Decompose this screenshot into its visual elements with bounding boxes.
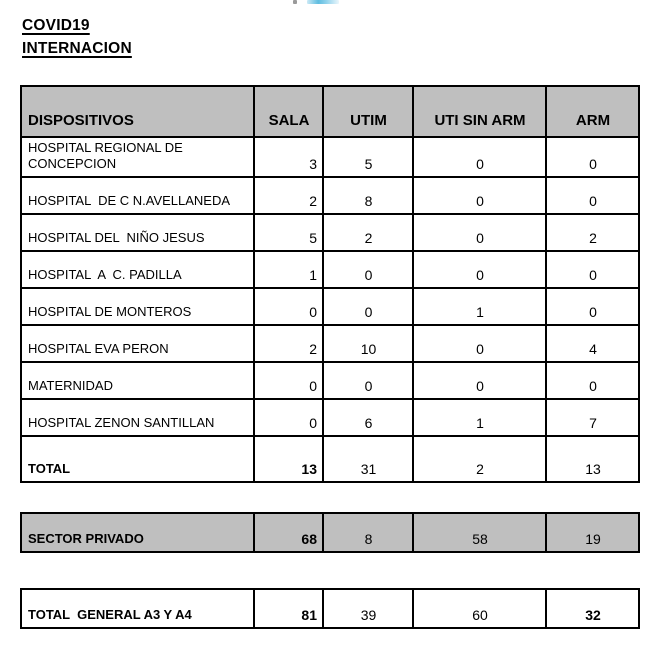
value-cell: 68 (254, 513, 323, 552)
col-header-uti-sin-arm: UTI SIN ARM (413, 86, 546, 137)
value-cell: 0 (413, 214, 546, 251)
hospital-name: HOSPITAL DE C N.AVELLANEDA (21, 177, 254, 214)
value-cell: 13 (546, 436, 639, 482)
value-cell: 2 (323, 214, 413, 251)
value-cell: 0 (413, 177, 546, 214)
value-cell: 31 (323, 436, 413, 482)
value-cell: 0 (546, 137, 639, 177)
value-cell: 0 (254, 399, 323, 436)
hospital-name: MATERNIDAD (21, 362, 254, 399)
value-cell: 0 (413, 251, 546, 288)
value-cell: 81 (254, 589, 323, 628)
hospital-row (21, 214, 639, 251)
value-cell: 0 (546, 288, 639, 325)
total-general-label: TOTAL GENERAL A3 Y A4 (21, 589, 254, 628)
value-cell: 13 (254, 436, 323, 482)
value-cell: 7 (546, 399, 639, 436)
value-cell: 1 (413, 399, 546, 436)
hospital-name: HOSPITAL A C. PADILLA (21, 251, 254, 288)
internacion-table (20, 85, 640, 483)
value-cell: 5 (254, 214, 323, 251)
value-cell: 8 (323, 513, 413, 552)
value-cell: 2 (254, 325, 323, 362)
col-header-sala: SALA (254, 86, 323, 137)
value-cell: 8 (323, 177, 413, 214)
value-cell: 32 (546, 589, 639, 628)
value-cell: 1 (413, 288, 546, 325)
value-cell: 0 (546, 177, 639, 214)
value-cell: 0 (323, 288, 413, 325)
sector-privado-row (21, 513, 639, 552)
sector-privado-table (20, 512, 640, 553)
col-header-arm: ARM (546, 86, 639, 137)
value-cell: 10 (323, 325, 413, 362)
hospital-row (21, 288, 639, 325)
value-cell: 2 (546, 214, 639, 251)
cropped-artifact-blue-icon (307, 0, 339, 4)
hospital-name: HOSPITAL REGIONAL DE CONCEPCION (21, 137, 254, 177)
value-cell: 2 (413, 436, 546, 482)
cropped-artifact-speck (293, 0, 297, 4)
value-cell: 0 (413, 137, 546, 177)
col-header-utim: UTIM (323, 86, 413, 137)
header-row (21, 86, 639, 137)
total-label: TOTAL (21, 436, 254, 482)
hospital-name: HOSPITAL ZENON SANTILLAN (21, 399, 254, 436)
value-cell: 5 (323, 137, 413, 177)
hospital-row (21, 251, 639, 288)
hospital-row (21, 137, 639, 177)
hospital-name: HOSPITAL DE MONTEROS (21, 288, 254, 325)
value-cell: 4 (546, 325, 639, 362)
title-line-covid19: COVID19 (22, 17, 90, 34)
hospital-row (21, 177, 639, 214)
value-cell: 58 (413, 513, 546, 552)
hospital-row (21, 325, 639, 362)
total-row (21, 436, 639, 482)
title-line-internacion: INTERNACION (22, 40, 132, 57)
value-cell: 19 (546, 513, 639, 552)
value-cell: 1 (254, 251, 323, 288)
value-cell: 0 (323, 251, 413, 288)
value-cell: 0 (546, 251, 639, 288)
value-cell: 60 (413, 589, 546, 628)
value-cell: 0 (413, 325, 546, 362)
col-header-dispositivos: DISPOSITIVOS (21, 86, 254, 137)
value-cell: 0 (323, 362, 413, 399)
value-cell: 0 (413, 362, 546, 399)
value-cell: 0 (254, 362, 323, 399)
value-cell: 0 (254, 288, 323, 325)
document-title (22, 14, 132, 60)
value-cell: 3 (254, 137, 323, 177)
hospital-name: HOSPITAL DEL NIÑO JESUS (21, 214, 254, 251)
hospital-row (21, 399, 639, 436)
total-general-row (21, 589, 639, 628)
value-cell: 39 (323, 589, 413, 628)
hospital-name: HOSPITAL EVA PERON (21, 325, 254, 362)
sector-privado-label: SECTOR PRIVADO (21, 513, 254, 552)
value-cell: 0 (546, 362, 639, 399)
hospital-row (21, 362, 639, 399)
value-cell: 2 (254, 177, 323, 214)
value-cell: 6 (323, 399, 413, 436)
total-general-table (20, 588, 640, 629)
